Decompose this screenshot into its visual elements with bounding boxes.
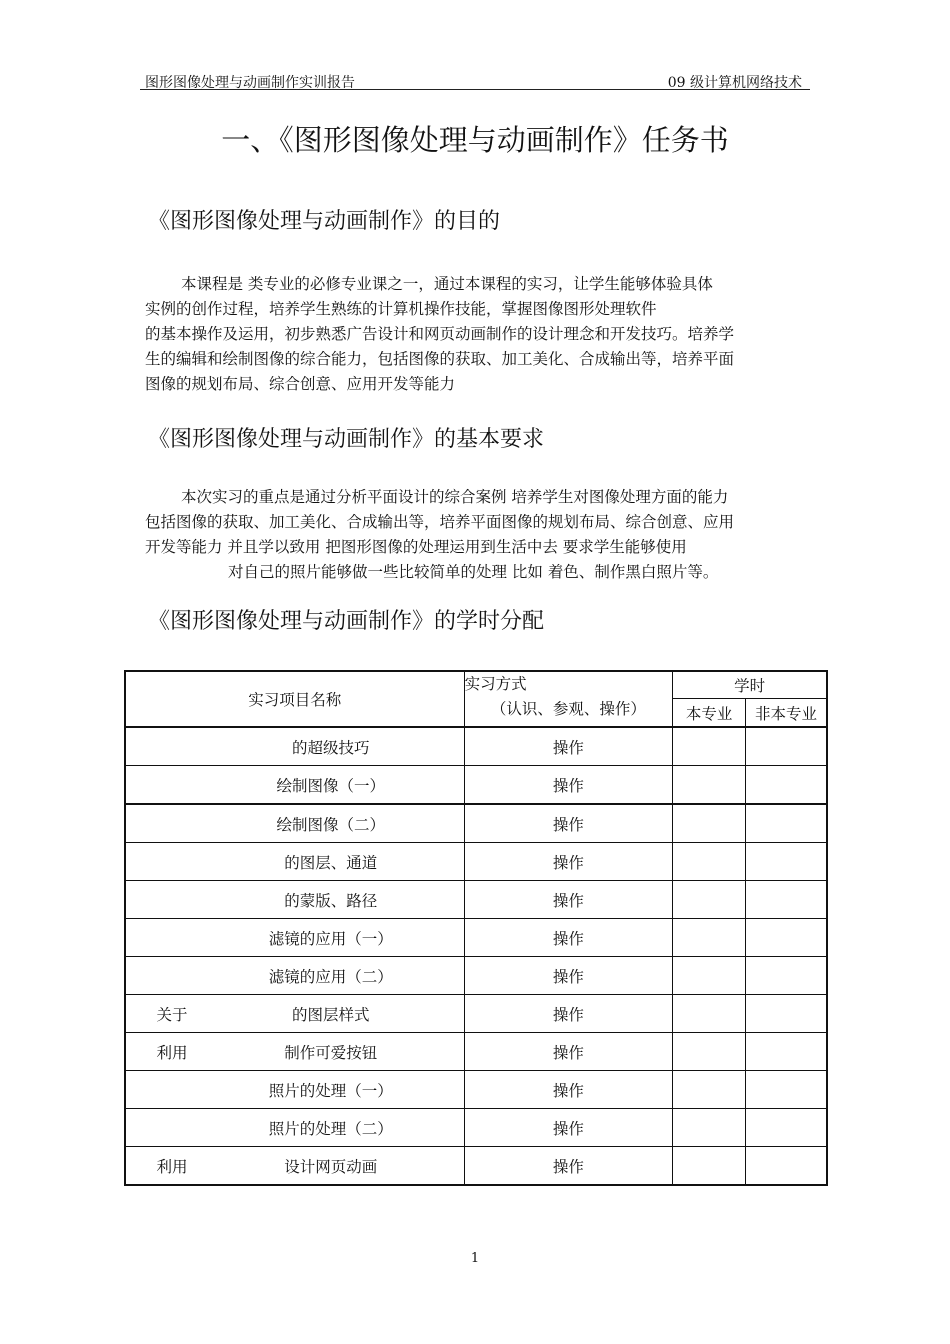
running-header-title: 图形图像处理与动画制作实训报告 xyxy=(145,75,355,91)
body-line: 本课程是 类专业的必修专业课之一，通过本课程的实习，让学生能够体验具体 xyxy=(181,275,713,293)
non-major-hours-cell xyxy=(746,804,827,843)
practice-mode-cell: 操作 xyxy=(464,1109,673,1147)
table-row xyxy=(125,919,827,957)
major-hours-cell xyxy=(673,995,746,1033)
project-name-cell xyxy=(125,843,464,881)
project-name: 照片的处理（二） xyxy=(268,1119,393,1138)
project-name-cell xyxy=(125,1109,464,1147)
non-major-hours-cell xyxy=(746,843,827,881)
table-row xyxy=(125,1071,827,1109)
major-hours-cell xyxy=(673,1109,746,1147)
project-name: 照片的处理（一） xyxy=(268,1081,393,1100)
practice-mode-cell: 操作 xyxy=(464,919,673,957)
body-line: 本次实习的重点是通过分析平面设计的综合案例 培养学生对图像处理方面的能力 xyxy=(181,488,729,506)
project-name-cell xyxy=(125,1033,464,1071)
project-prefix: 关于 xyxy=(156,1005,188,1024)
non-major-hours-cell xyxy=(746,919,827,957)
body-line: 包括图像的获取、加工美化、合成输出等，培养平面图像的规划布局、综合创意、应用 xyxy=(145,513,735,531)
practice-mode-cell: 操作 xyxy=(464,881,673,919)
section-heading-requirements: 《图形图像处理与动画制作》的基本要求 xyxy=(148,427,545,452)
section-heading-hours: 《图形图像处理与动画制作》的学时分配 xyxy=(148,609,545,634)
major-hours-cell xyxy=(673,727,746,766)
major-hours-cell xyxy=(673,957,746,995)
major-hours-cell xyxy=(673,766,746,805)
document-title: 一、《图形图像处理与动画制作》任务书 xyxy=(221,123,729,157)
header-mode-line1: 实习方式 xyxy=(464,675,527,693)
project-name: 的图层、通道 xyxy=(284,853,378,872)
practice-mode-cell: 操作 xyxy=(464,804,673,843)
table-row xyxy=(125,1033,827,1071)
project-name: 绘制图像（二） xyxy=(276,815,386,834)
project-name: 滤镜的应用（一） xyxy=(268,929,393,948)
non-major-hours-cell xyxy=(746,1033,827,1071)
body-line: 生的编辑和绘制图像的综合能力，包括图像的获取、加工美化、合成输出等，培养平面 xyxy=(145,350,735,368)
practice-mode-cell: 操作 xyxy=(464,843,673,881)
non-major-hours-cell xyxy=(746,1147,827,1186)
project-name-cell xyxy=(125,1147,464,1186)
table-row xyxy=(125,957,827,995)
project-name-cell xyxy=(125,1071,464,1109)
table-row xyxy=(125,727,827,766)
body-line: 的基本操作及运用，初步熟悉广告设计和网页动画制作的设计理念和开发技巧。培养学 xyxy=(145,325,735,343)
body-line: 对自己的照片能够做一些比较简单的处理 比如 着色、制作黑白照片等。 xyxy=(228,563,719,581)
non-major-hours-cell xyxy=(746,881,827,919)
section-body-purpose xyxy=(145,272,810,397)
project-name: 滤镜的应用（二） xyxy=(268,967,393,986)
project-name-cell xyxy=(125,727,464,766)
section-heading-purpose: 《图形图像处理与动画制作》的目的 xyxy=(148,209,501,234)
practice-mode-cell: 操作 xyxy=(464,727,673,766)
project-name: 绘制图像（一） xyxy=(276,776,386,795)
project-name: 的超级技巧 xyxy=(292,738,370,757)
project-name-cell xyxy=(125,766,464,805)
table-row xyxy=(125,995,827,1033)
non-major-hours-cell xyxy=(746,727,827,766)
practice-mode-cell: 操作 xyxy=(464,1147,673,1186)
practice-mode-cell: 操作 xyxy=(464,766,673,805)
project-name-cell xyxy=(125,995,464,1033)
major-hours-cell xyxy=(673,919,746,957)
header-rule xyxy=(140,89,810,90)
major-hours-cell xyxy=(673,1033,746,1071)
body-line: 实例的创作过程，培养学生熟练的计算机操作技能，掌握图像图形处理软件 xyxy=(145,300,657,318)
header-practice-mode xyxy=(464,671,673,727)
body-line: 图像的规划布局、综合创意、应用开发等能力 xyxy=(145,375,456,393)
non-major-hours-cell xyxy=(746,1109,827,1147)
header-major: 本专业 xyxy=(673,699,746,728)
major-hours-cell xyxy=(673,843,746,881)
practice-mode-cell: 操作 xyxy=(464,1033,673,1071)
table-row xyxy=(125,804,827,843)
body-line: 开发等能力 并且学以致用 把图形图像的处理运用到生活中去 要求学生能够使用 xyxy=(145,538,687,556)
practice-mode-cell: 操作 xyxy=(464,995,673,1033)
major-hours-cell xyxy=(673,1147,746,1186)
project-name-cell xyxy=(125,919,464,957)
page-number: 1 xyxy=(470,1251,480,1266)
header-mode-line2: （认识、参观、操作） xyxy=(490,700,646,718)
table-row xyxy=(125,843,827,881)
project-name-cell xyxy=(125,881,464,919)
project-prefix: 利用 xyxy=(156,1043,188,1062)
table-row xyxy=(125,1109,827,1147)
project-name-cell xyxy=(125,804,464,843)
project-prefix: 利用 xyxy=(156,1157,188,1176)
major-hours-cell xyxy=(673,804,746,843)
table-row xyxy=(125,881,827,919)
practice-mode-cell: 操作 xyxy=(464,1071,673,1109)
non-major-hours-cell xyxy=(746,1071,827,1109)
header-project-name: 实习项目名称 xyxy=(125,671,464,727)
project-name-cell xyxy=(125,957,464,995)
project-name: 的蒙版、路径 xyxy=(284,891,378,910)
major-hours-cell xyxy=(673,1071,746,1109)
header-non-major: 非本专业 xyxy=(746,699,827,728)
project-name: 制作可爱按钮 xyxy=(284,1043,378,1062)
non-major-hours-cell xyxy=(746,766,827,805)
practice-mode-cell: 操作 xyxy=(464,957,673,995)
running-header-class: 09 级计算机网络技术 xyxy=(667,75,802,91)
major-hours-cell xyxy=(673,881,746,919)
table-row xyxy=(125,1147,827,1186)
hours-allocation-table xyxy=(124,670,828,1186)
header-hours: 学时 xyxy=(673,671,827,699)
non-major-hours-cell xyxy=(746,957,827,995)
project-name: 设计网页动画 xyxy=(284,1157,378,1176)
section-body-requirements xyxy=(145,485,810,585)
project-name: 的图层样式 xyxy=(292,1005,370,1024)
non-major-hours-cell xyxy=(746,995,827,1033)
table-row xyxy=(125,766,827,805)
